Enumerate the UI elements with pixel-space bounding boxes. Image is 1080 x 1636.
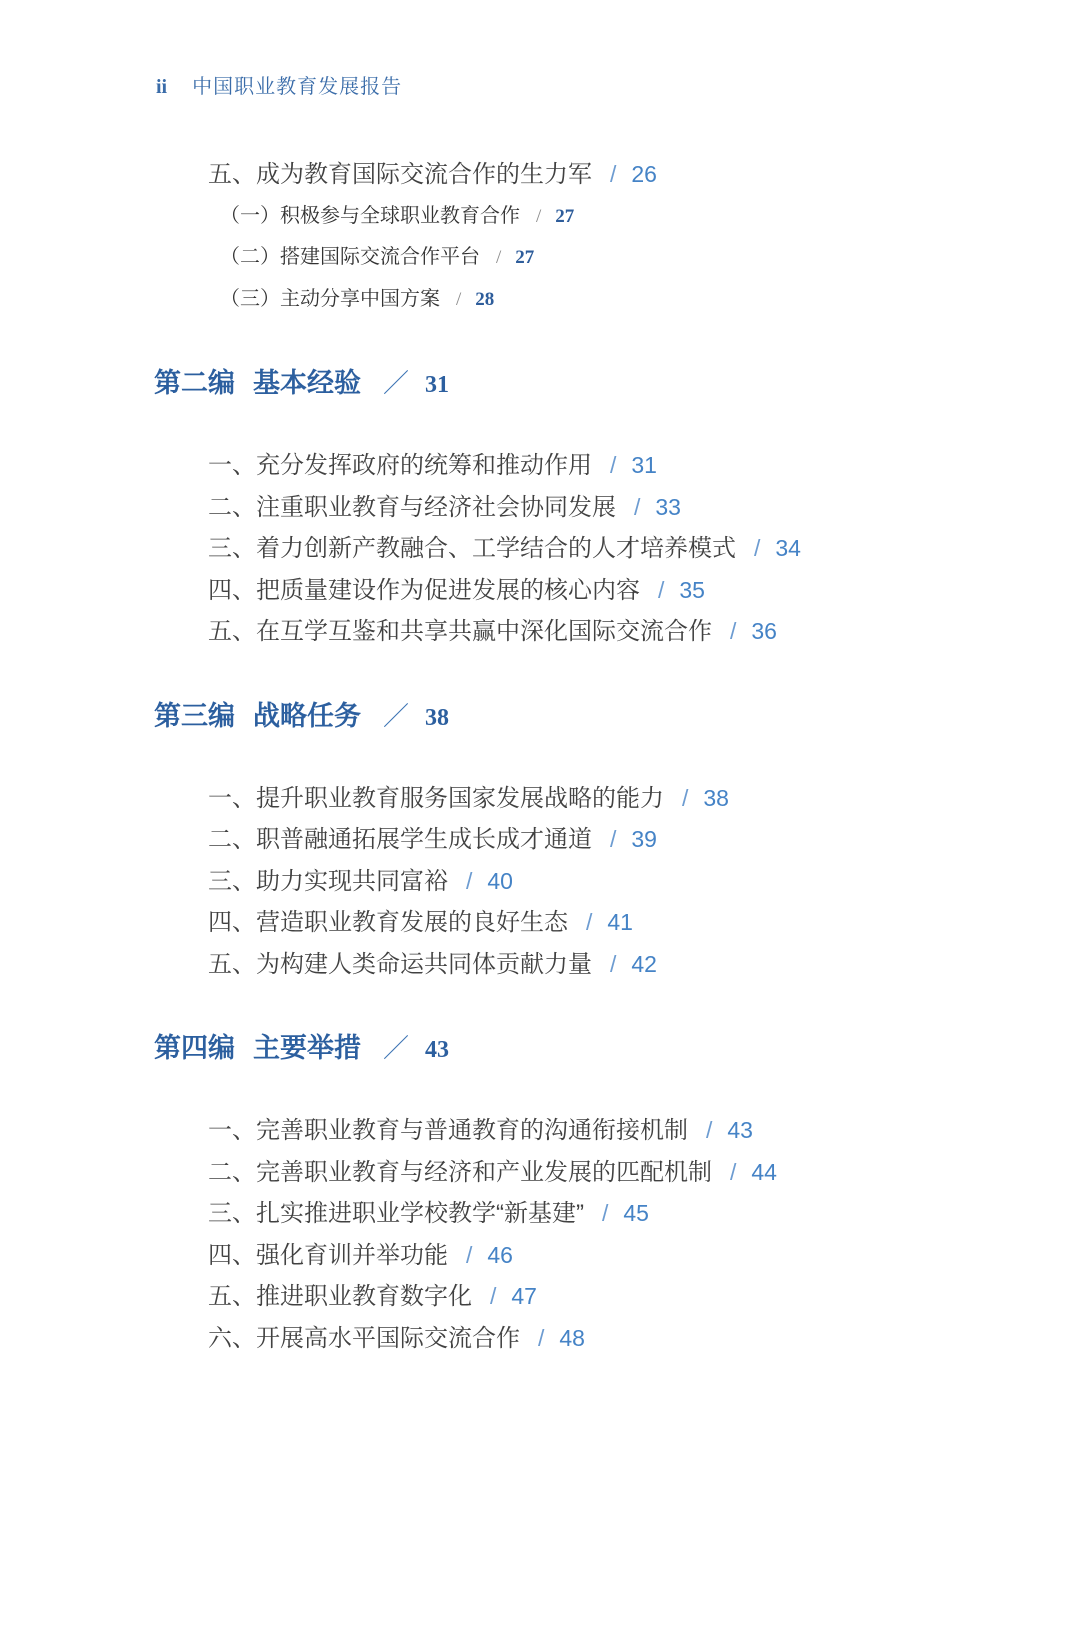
separator-slash: ／ [383,701,410,731]
entry-label: 五、在互学互鉴和共享共赢中深化国际交流合作 [208,618,712,645]
separator-slash: / [466,1241,473,1268]
entry-page-number: 42 [631,950,657,977]
toc-entry [208,1152,1080,1194]
toc-entry [208,528,1080,570]
separator-slash: / [466,867,473,894]
section-title: 战略任务 [253,700,361,731]
entry-label: 三、扎实推进职业学校教学“新基建” [208,1200,584,1227]
separator-slash: / [634,493,641,520]
toc-entry [208,1318,1080,1360]
separator-slash: / [456,288,462,310]
entry-label: 一、充分发挥政府的统筹和推动作用 [208,452,592,479]
page-number: ii [156,76,168,98]
entry-page-number: 38 [703,784,729,811]
section-page-number: 43 [425,1037,450,1063]
entry-page-number: 44 [751,1158,777,1185]
separator-slash: / [610,826,617,852]
entry-page-number: 40 [487,867,513,894]
separator-slash: / [490,1283,497,1309]
entry-label: 四、把质量建设作为促进发展的核心内容 [208,576,640,604]
separator-slash: / [754,535,761,561]
section-heading [154,362,1080,406]
entry-page-number: 48 [559,1324,585,1351]
entry-label: 一、完善职业教育与普通教育的沟通衔接机制 [208,1117,688,1144]
toc-entry [208,445,1080,487]
document-page [0,75,1080,1636]
entry-page-number: 31 [631,452,657,478]
separator-slash: / [682,784,689,811]
entry-page-number: 46 [487,1241,513,1268]
separator-slash: / [730,1158,737,1185]
separator-slash: / [610,950,617,977]
entry-label: 四、强化育训并举功能 [208,1241,448,1269]
separator-slash: / [610,161,617,187]
entry-label: 五、推进职业教育数字化 [208,1283,472,1310]
toc-section [0,154,1080,320]
entry-label: 五、为构建人类命运共同体贡献力量 [208,950,592,978]
section-title: 基本经验 [253,368,361,398]
entry-page-number: 35 [679,576,705,603]
separator-slash: / [658,576,665,603]
toc-entry [208,819,1080,861]
entry-label: 六、开展高水平国际交流合作 [208,1324,520,1352]
toc-section [0,362,1080,653]
entry-page-number: 27 [555,205,575,227]
page-header [156,75,1080,99]
section-title: 主要举措 [253,1033,361,1063]
entry-label: 五、成为教育国际交流合作的生力军 [208,161,592,188]
section-heading [154,1027,1080,1071]
separator-slash: / [496,247,502,268]
toc-entry [208,902,1080,944]
toc-entry [208,487,1080,529]
entry-page-number: 36 [751,618,777,644]
entry-label: （三）主动分享中国方案 [220,287,440,310]
toc-section [0,695,1080,986]
separator-slash: / [601,1200,609,1226]
entry-label: 一、提升职业教育服务国家发展战略的能力 [208,784,664,812]
entry-page-number: 27 [515,247,535,268]
section-page-number: 31 [425,372,450,398]
entry-label: 四、营造职业教育发展的良好生态 [208,909,568,936]
entry-page-number: 34 [775,535,801,561]
toc-subentry [220,237,1080,279]
entry-page-number: 47 [511,1283,537,1309]
toc-entry [208,570,1080,612]
toc-entry [208,1276,1080,1318]
separator-slash: ／ [383,369,410,398]
entry-label: （二）搭建国际交流合作平台 [220,246,480,268]
entry-label: 三、助力实现共同富裕 [208,867,448,895]
entry-label: （一）积极参与全球职业教育合作 [220,204,520,227]
toc-entry [208,611,1080,653]
entry-label: 二、职普融通拓展学生成长成才通道 [208,826,592,853]
entry-page-number: 39 [631,826,657,852]
toc-entry [208,154,1080,196]
section-page-number: 38 [425,704,450,731]
separator-slash: / [706,1117,713,1143]
toc-subentry [220,196,1080,238]
entry-page-number: 28 [475,288,495,310]
entry-page-number: 43 [727,1117,753,1143]
section-part: 第二编 [154,368,235,398]
report-title: 中国职业教育发展报告 [192,76,403,98]
toc-entry [208,1193,1080,1235]
toc-entry [208,778,1080,820]
toc-section [0,1027,1080,1359]
section-heading [154,695,1080,739]
entry-label: 二、完善职业教育与经济和产业发展的匹配机制 [208,1158,712,1186]
toc-subentry [220,279,1080,321]
separator-slash: / [586,909,593,935]
entry-page-number: 26 [631,161,657,187]
entry-page-number: 41 [607,909,633,935]
separator-slash: / [538,1324,545,1351]
section-part: 第四编 [154,1033,235,1063]
entry-label: 三、着力创新产教融合、工学结合的人才培养模式 [208,535,736,562]
separator-slash: / [610,452,617,478]
separator-slash: / [536,205,542,227]
toc-entry [208,944,1080,986]
separator-slash: / [730,618,737,644]
entry-page-number: 33 [655,493,681,520]
section-part: 第三编 [154,700,235,731]
toc-entry [208,861,1080,903]
entry-label: 二、注重职业教育与经济社会协同发展 [208,493,616,521]
separator-slash: ／ [383,1034,410,1063]
entry-page-number: 45 [623,1200,649,1226]
toc-entry [208,1235,1080,1277]
table-of-contents [0,154,1080,1359]
toc-entry [208,1110,1080,1152]
